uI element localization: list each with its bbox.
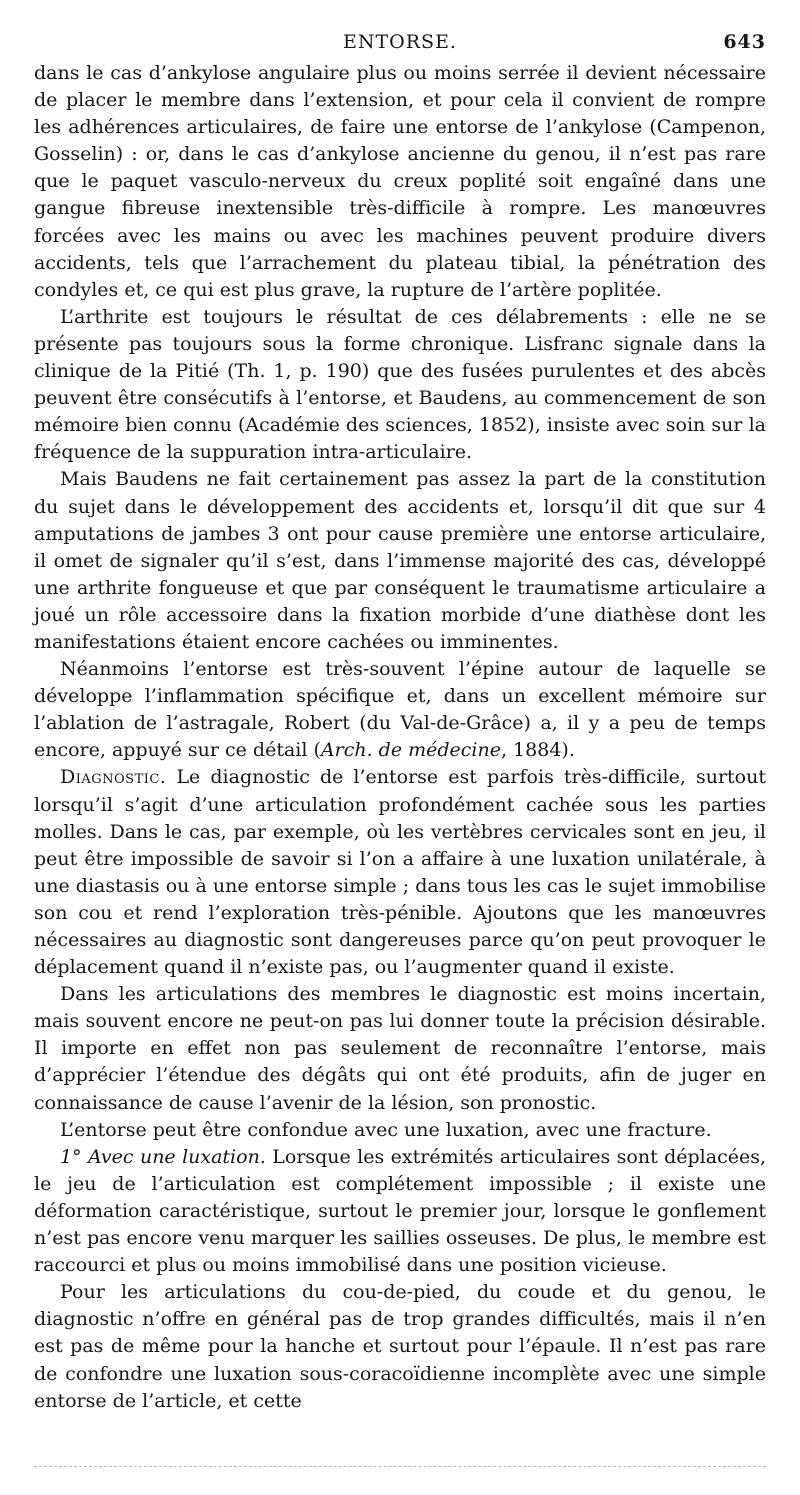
paragraph-articulations: Pour les articulations du cou-de-pied, du coude et du genou, le diagnostic n’offre en général pas de trop grandes difficultés, mais il n’en est pas de même pour la hanche et surtout pour l’épaule. Il n’est pas rare de confondre une luxation sous-coracoïdienne incomplète avec une simple entorse de l’article, et cette <box>34 1281 766 1412</box>
paragraph-baudens: Mais Baudens ne fait certainement pas assez la part de la constitution du sujet dans le développement des accidents et, lorsqu’il dit que sur 4 amputations de jambes 3 ont pour cause première une entorse articulaire, il omet de signaler qu’il s’est, dans l’immense majorité des cas, développé une arthrite fongueuse et que par conséquent le traumatisme articulaire a joué un rôle accessoire dans la fixation morbide d’une diathèse dont les manifestations étaient encore cachées ou imminentes. <box>34 468 766 653</box>
paragraph-inflammation-text: Néanmoins l’entorse est très-souvent l’épine autour de laquelle se développe l’inflammation spécifique et, dans un excellent mémoire sur l’ablation de l’astragale, Robert (du Val-de-Grâce) a, il y a peu de temps encore, appuyé sur ce détail ( <box>34 658 766 762</box>
subheading-luxation: 1° Avec une luxation. <box>60 1145 266 1168</box>
paragraph-inflammation <box>34 656 766 764</box>
body-text <box>34 60 766 1415</box>
section-heading-diagnostic: Diagnostic. <box>60 766 167 789</box>
running-title: ENTORSE. <box>343 31 457 53</box>
paragraph-confusion: L’entorse peut être confondue avec une luxation, avec une fracture. <box>60 1118 712 1141</box>
paragraph-arthrite: L’arthrite est toujours le résultat de ces délabrements : elle ne se présente pas toujours sous la forme chronique. Lisfranc signale dans la clinique de la Pitié (Th. 1, p. 190) que des fusées purulentes et des abcès peuvent être consécutifs à l’entorse, et Baudens, au commencement de son mémoire bien connu (Académie des sciences, 1852), insiste avec soin sur la fréquence de la suppuration intra-articulaire. <box>34 305 766 464</box>
paragraph-luxation-text: Lorsque les extrémités articulaires sont déplacées, le jeu de l’articulation est complétement impossible ; il existe une déformation caractéristique, surtout le premier jour, lorsque le gonflement n’est pas encore venu marquer les saillies osseuses. De plus, le membre est raccourci et plus ou moins immobilisé dans une position vicieuse. <box>34 1145 767 1277</box>
paragraph-membres: Dans les articulations des membres le diagnostic est moins incertain, mais souvent encore ne peut-on pas lui donner toute la précision désirable. Il importe en effet non pas seulement de reconnaître l’entorse, mais d’apprécier l’étendue des dégâts qui ont été produits, afin de juger en connaissance de cause l’avenir de la lésion, son pronostic. <box>34 983 766 1114</box>
paragraph-ankylose: dans le cas d’ankylose angulaire plus ou moins serrée il devient nécessaire de placer le membre dans l’extension, et pour cela il convient de rompre les adhérences articulaires, de faire une entorse de l’ankylose (Campenon, Gosselin) : or, dans le cas d’ankylose ancienne du genou, il n’est pas rare que le paquet vasculo-nerveux du creux poplité soit engaîné dans une gangue fibreuse inextensible très-difficile à rompre. Les manœuvres forcées avec les mains ou avec les machines peuvent produire divers accidents, tels que l’arrachement du plateau tibial, la pénétration des condyles et, ce qui est plus grave, la rupture de l’artère poplitée. <box>34 62 766 301</box>
journal-reference: Arch. de médecine <box>320 739 501 762</box>
paragraph-luxation <box>34 1144 766 1279</box>
paragraph-diagnostic <box>34 764 766 981</box>
bottom-divider <box>34 1466 766 1467</box>
running-head <box>34 31 766 57</box>
paragraph-inflammation-end: , 1884). <box>500 739 575 762</box>
page-number: 643 <box>723 31 766 53</box>
paragraph-diagnostic-text: Le diagnostic de l’entorse est parfois très-difficile, surtout lorsqu’il s’agit d’une articulation profondément cachée sous les parties molles. Dans le cas, par exemple, où les vertèbres cervicales sont en jeu, il peut être impossible de savoir si l’on a affaire à une luxation unilatérale, à une diastasis ou à une entorse simple ; dans tous les cas le sujet immobilise son cou et rend l’exploration très-pénible. Ajoutons que les manœuvres nécessaires au diagnostic sont dangereuses parce qu’on peut provoquer le déplacement quand il n’existe pas, ou l’augmenter quand il existe. <box>34 766 766 979</box>
